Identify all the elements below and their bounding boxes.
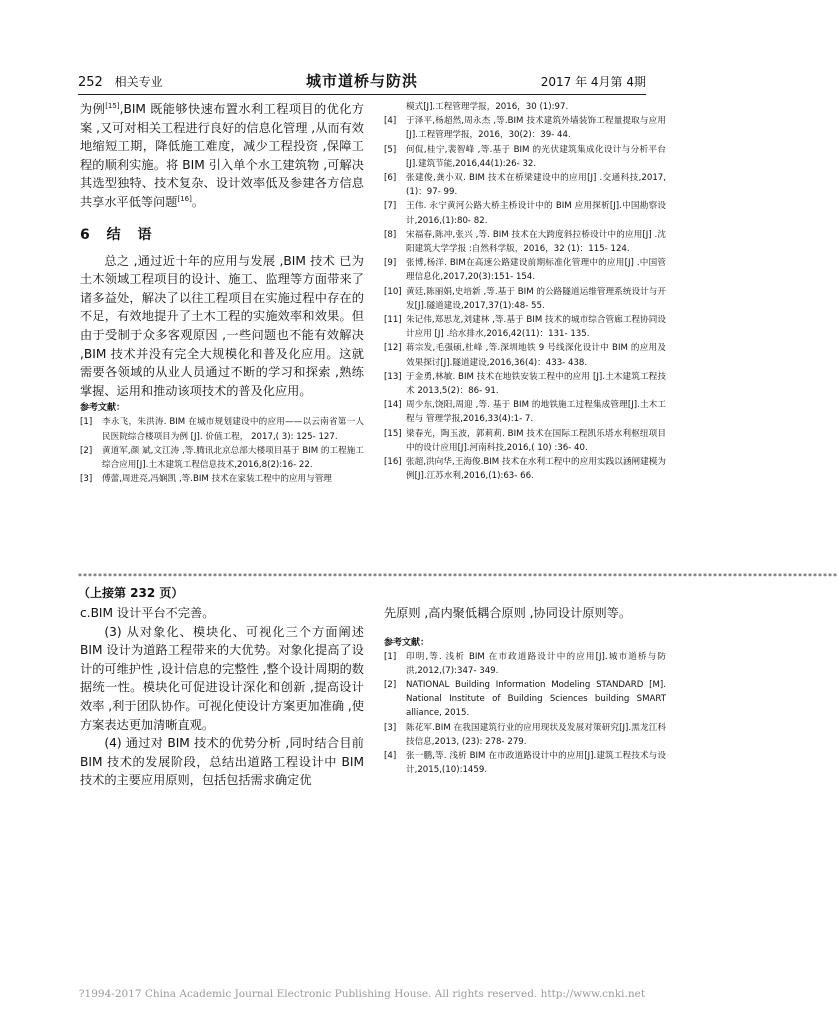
section-name: 相关专业 (114, 75, 163, 89)
reference-item: [1] 李永飞，朱洪涛. BIM 在城市规划建设中的应用——以云南省第一人民医院综合楼项目为例 [J]. 价值工程， 2017,( 3): 125- 127. (80, 417, 364, 442)
reference-item: [12] 蒋宗发,毛强硕,杜峰 ,等.深圳地铁 9 号线深化设计中 BIM 的应用及效果探讨[J].隧道建设,2016,36(4)：433- 438. (384, 343, 666, 368)
top-left-column (80, 100, 364, 486)
paragraph-4: (4) 通过对 BIM 技术的优势分析 ,同时结合目前 BIM 技术的发展阶段，总结出道路工程设计中 BIM 技术的主要应用原则，包括包括需求确定优 (80, 736, 364, 788)
page-header (78, 70, 646, 92)
reference-item: [5] 何侃,桂宁,裴智峰 ,等.基于 BIM 的光伏建筑集成化设计与分析平台[J].建筑节能,2016,44(1):26- 32. (384, 144, 666, 169)
page-number: 252 (78, 75, 103, 90)
bim-water-paragraph: 为例[15],BIM 既能够快速布置水利工程项目的优化方案 ,又可对相关工程进行良好的信息化管理 ,从而有效地缩短工期，降低施工难度，减少工程投资 ,保障工程的顺利实施。将 BIM 引入单个水工建筑物 ,可解决其选型独特、技术复杂、设计效率低及参建各方信息共享水平低等问题[16]。 (80, 101, 365, 209)
reference-list-top-right (384, 100, 666, 483)
reference-item: [16] 张超,洪向华,王海俊.BIM 技术在水利工程中的应用实践以涵闸建模为例[J].江苏水利,2016,(1):63- 66. (384, 457, 666, 482)
bottom-left-column (80, 604, 364, 790)
reference-list-top-left (80, 415, 364, 486)
reference-item: [11] 朱记伟,郑思龙,刘建林 ,等.基于 BIM 技术的城市综合管廊工程协同设计应用 [J] .给水排水,2016,42(11)：131- 135. (384, 315, 666, 340)
reference-item: [8] 宋福春,陈冲,张兴 ,等. BIM 技术在大跨度斜拉桥设计中的应用[J] .沈阳建筑大学学报 :自然科学版，2016，32 (1)：115- 124. (384, 229, 666, 255)
top-right-column (384, 100, 666, 483)
reference-item: [4] 张一鹏,等. 浅析 BIM 在市政道路设计中的应用[J].建筑工程技术与设计,2015,(10):1459. (384, 751, 666, 776)
reference-item: [13] 于金勇,林敏. BIM 技术在地铁安装工程中的应用 [J].土木建筑工程技术 2013,5(2)：86- 91. (384, 371, 666, 397)
paragraph-3: (3) 从对象化、模块化、可视化三个方面阐述 BIM 设计为道路工程带来的大优势。对象化提高了设计的可维护性 ,设计信息的完整性 ,整个设计周期的数据统一性。模块化可促进设计深化和创新 ,提高设计效率 ,利于团队协作。可视化使设计方案更加准确 ,使方案表达更加清晰直观。 (80, 624, 364, 732)
reference-item: [3] 傅蕾,周进亮,冯娴凯 ,等.BIM 技术在家装工程中的应用与管理 (80, 474, 332, 485)
reference-item: [14] 周少东,饶阳,周迎 ,等. 基于 BIM 的地铁施工过程集成管理[J].土木工程与 管理学报,2016,33(4):1- 7. (384, 400, 666, 425)
reference-item: [9] 张博,杨洋. BIM在高速公路建设前期标准化管理中的应用[J] .中国管理信息化,2017,20(3):151- 154. (384, 258, 666, 283)
journal-title: 城市道桥与防洪 (305, 72, 418, 90)
reference-item: 模式[J].工程管理学报，2016，30 (1):97. (406, 102, 569, 112)
copyright-footer: ?1994-2017 China Academic Journal Electronic Publishing House. All rights reserved. http://www.cnki.net (78, 988, 646, 1000)
section-heading-conclusion: 6 结 语 (80, 226, 158, 243)
reference-item: [7] 王伟. 永宁黄河公路大桥主桥设计中的 BIM 应用探析[J].中国勘察设计,2016,(1):80- 82. (384, 201, 666, 226)
issue-info: 2017 年 4月第 4期 (540, 75, 646, 89)
continuation-label: （上接第 232 页） (78, 586, 184, 600)
reference-item: [2] 黄道军,颜 斌,文江涛 ,等.腾讯北京总部大楼项目基于 BIM 的工程施工综合应用[J].土木建筑工程信息技术,2016,8(2):16- 22. (80, 445, 364, 470)
principles-paragraph: 先原则 ,高内聚低耦合原则 ,协同设计原则等。 (384, 606, 632, 620)
reference-item: [4] 于泽平,杨超然,周永杰 ,等.BIM 技术建筑外墙装饰工程量提取与应用[J].工程管理学报，2016，30(2)：39- 44. (384, 116, 666, 141)
citation-16: [16] (177, 194, 192, 203)
references-title: 参考文献： (80, 403, 126, 414)
citation-15: [15] (105, 101, 120, 110)
reference-list-bottom-right (384, 650, 666, 778)
reference-item: [10] 黄廷,陈丽娟,史培新 ,等.基于 BIM 的公路隧道运维管理系统设计与开发[J].隧道建设,2017,37(1):48- 55. (384, 286, 666, 311)
references-title: 参考文献： (384, 637, 430, 648)
conclusion-paragraph: 总之 ,通过近十年的应用与发展 ,BIM 技术 已为土木领域工程项目的设计、施工、监理等方面带来了诸多益处，解决了以往工程项目在实施过程中存在的不足，有效地提升了土木工程的实施效率和效果。但由于受制于众多客观原因 ,一些问题也不能有效解决 ,BIM 技术并没有完全大规模化和普及化应用。这就需要各领域的从业人员通过不断的学习和探索 ,熟练掌握、运用和推动该项技术的普及化应用。 (80, 253, 364, 398)
bottom-right-column (384, 604, 666, 777)
reference-item: [3] 陈花军.BIM 在我国建筑行业的应用现状及发展对策研究[J].黑龙江科技信息,2013, (23): 278- 279. (384, 722, 666, 747)
reference-item: [1] 印明,等. 浅析 BIM 在市政道路设计中的应用[J].城市道桥与防洪,2012,(7):347- 349. (384, 651, 666, 676)
item-c: c.BIM 设计平台不完善。 (80, 606, 215, 620)
article-separator: ******************************************************************************************************************************************************** (78, 572, 838, 581)
reference-item: [2] NATIONAL Building Information Modeling STANDARD [M]. National Institute of Building Sciences building SMART alliance, 2015. (384, 680, 666, 719)
header-rule (78, 94, 646, 95)
reference-item: [6] 张建俊,龚小双. BIM 技术在桥梁建设中的应用[J] .交通科技,2017,(1)：97- 99. (384, 173, 666, 198)
reference-item: [15] 梁春光，陶玉波，郭莉莉. BIM 技术在国际工程凯乐塔水利枢纽项目中的设计应用[J].河南科技,2016,( 10) :36- 40. (384, 428, 666, 453)
